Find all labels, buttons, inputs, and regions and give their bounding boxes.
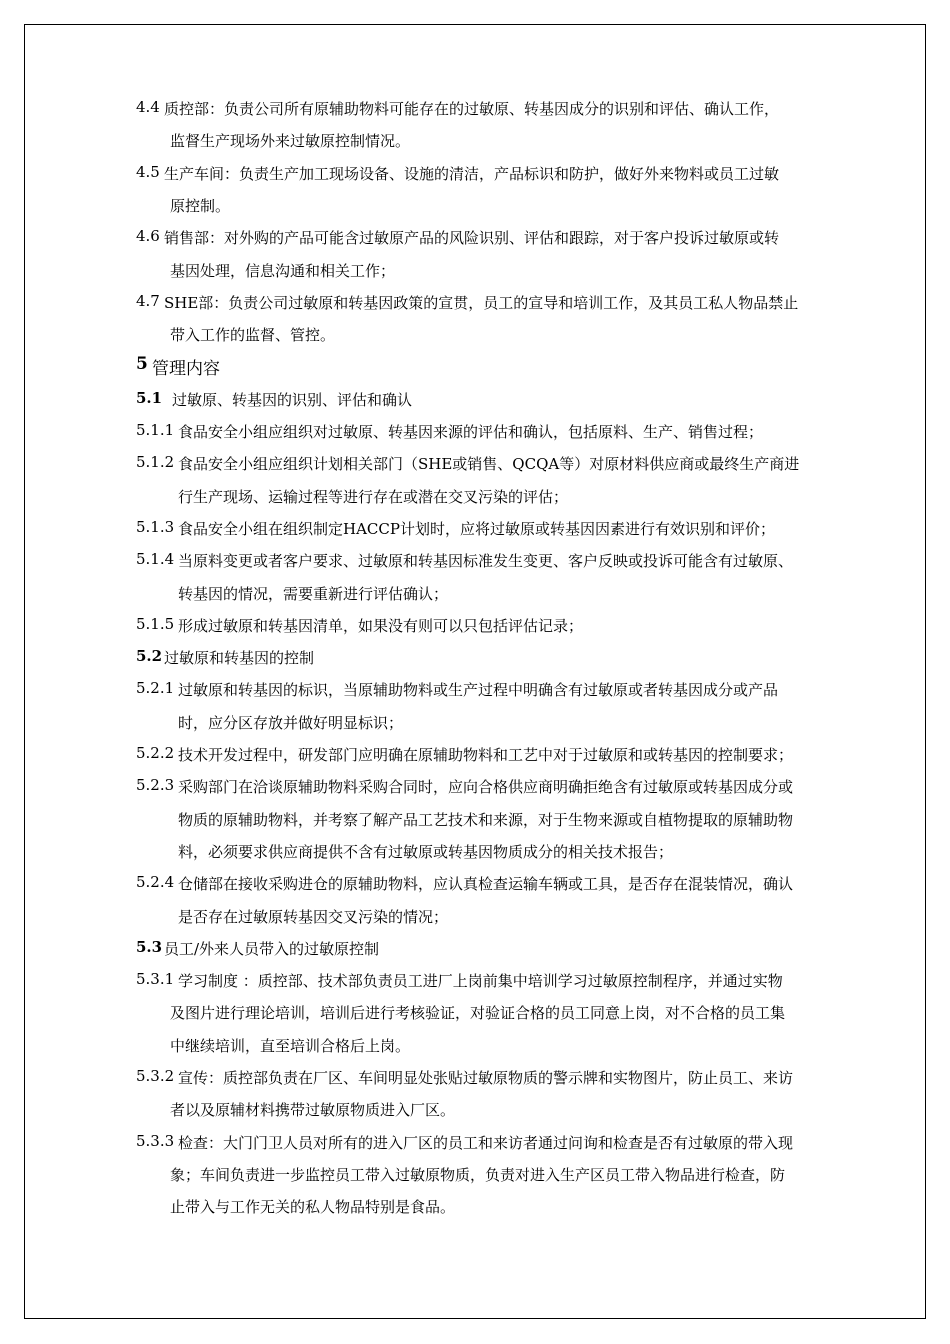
item-5-1-line: 当原料变更或者客户要求、过敏原和转基因标准发生变更、客户反映或投诉可能含有过敏原、 (178, 552, 794, 571)
item-5-3-num: 5.3.3 (136, 1131, 175, 1150)
responsibility-item-num: 4.4 (136, 98, 160, 116)
item-5-1-num: 5.1.4 (136, 550, 175, 569)
item-5-3-line: 象；车间负责进一步监控员工带入过敏原物质，负责对进入生产区员工带入物品进行检查，防 (170, 1165, 786, 1184)
item-5-2-num: 5.2.3 (136, 776, 175, 795)
responsibility-item-num: 4.6 (136, 227, 160, 246)
item-5-3-line: 宣传：质控部负责在厂区、车间明显处张贴过敏原物质的警示牌和实物图片，防止员工、来访 (178, 1069, 794, 1087)
item-5-2-line: 物质的原辅助物料，并考察了解产品工艺技术和来源，对于生物来源或自植物提取的原辅助物 (178, 810, 794, 829)
responsibility-item-num: 4.7 (136, 291, 160, 310)
item-5-1-line: 食品安全小组应组织计划相关部门（SHE或销售、QCQA等）对原材料供应商或最终生产商进 (178, 455, 800, 474)
subsection-5-3-number: 5.3 (136, 937, 163, 956)
item-5-2-num: 5.2.2 (136, 744, 175, 762)
page-border (24, 24, 926, 1319)
subsection-5-2-title: 过敏原和转基因的控制 (164, 649, 315, 668)
item-5-1-num: 5.1.3 (136, 517, 175, 536)
responsibility-item-line: 带入工作的监督、管控。 (170, 326, 336, 345)
subsection-5-3-title: 员工/外来人员带入的过敏原控制 (164, 939, 380, 958)
item-5-2-num: 5.2.1 (136, 679, 175, 698)
item-5-3-num: 5.3.2 (136, 1067, 175, 1085)
item-5-1-line: 形成过敏原和转基因清单，如果没有则可以只包括评估记录； (178, 616, 584, 635)
item-5-3-line: 学习制度 ：质控部、技术部负责员工进厂上岗前集中培训学习过敏原控制程序，并通过实物 (178, 972, 783, 991)
item-5-3-line: 中继续培训，直至培训合格后上岗。 (170, 1036, 411, 1055)
item-5-1-num: 5.1.2 (136, 453, 175, 472)
responsibility-item-line: 基因处理，信息沟通和相关工作； (170, 261, 396, 280)
subsection-5-1-number: 5.1 (136, 388, 163, 407)
item-5-2-line: 时，应分区存放并做好明显标识； (178, 713, 404, 732)
section-5-title: 管理内容 (152, 359, 220, 380)
subsection-5-2-number: 5.2 (136, 647, 163, 666)
responsibility-item-line: 销售部：对外购的产品可能含过敏原产品的风险识别、评估和跟踪，对于客户投诉过敏原或转 (164, 229, 780, 248)
responsibility-item-line: 监督生产现场外来过敏原控制情况。 (170, 132, 411, 151)
item-5-1-num: 5.1.1 (136, 421, 175, 439)
responsibility-item-line: 质控部：负责公司所有原辅助物料可能存在的过敏原、转基因成分的识别和评估、确认工作， (164, 100, 780, 118)
subsection-5-1-title: 过敏原、转基因的识别、评估和确认 (172, 390, 413, 409)
item-5-3-line: 检查：大门门卫人员对所有的进入厂区的员工和来访者通过问询和检查是否有过敏原的带入现 (178, 1133, 794, 1152)
item-5-2-line: 技术开发过程中，研发部门应明确在原辅助物料和工艺中对于过敏原和或转基因的控制要求； (178, 746, 794, 764)
responsibility-item-line: SHE部：负责公司过敏原和转基因政策的宣贯，员工的宣导和培训工作，及其员工私人物品禁止 (164, 293, 799, 312)
item-5-1-num: 5.1.5 (136, 614, 175, 633)
responsibility-item-num: 4.5 (136, 162, 160, 181)
item-5-2-line: 料，必须要求供应商提供不含有过敏原或转基因物质成分的相关技术报告； (178, 842, 674, 861)
item-5-1-line: 转基因的情况，需要重新进行评估确认； (178, 584, 449, 603)
item-5-1-line: 食品安全小组在组织制定HACCP计划时，应将过敏原或转基因因素进行有效识别和评价； (178, 519, 775, 538)
item-5-2-line: 是否存在过敏原转基因交叉污染的情况； (178, 907, 449, 926)
item-5-2-line: 采购部门在洽谈原辅助物料采购合同时，应向合格供应商明确拒绝含有过敏原或转基因成分或 (178, 778, 794, 797)
item-5-2-line: 过敏原和转基因的标识，当原辅助物料或生产过程中明确含有过敏原或者转基因成分或产品 (178, 681, 779, 700)
item-5-3-num: 5.3.1 (136, 970, 175, 989)
item-5-1-line: 行生产现场、运输过程等进行存在或潜在交叉污染的评估； (178, 487, 569, 506)
item-5-3-line: 者以及原辅材料携带过敏原物质进入厂区。 (170, 1101, 456, 1120)
item-5-2-line: 仓储部在接收采购进仓的原辅助物料，应认真检查运输车辆或工具，是否存在混装情况，确认 (178, 875, 794, 894)
item-5-3-line: 止带入与工作无关的私人物品特别是食品。 (170, 1198, 456, 1217)
item-5-3-line: 及图片进行理论培训，培训后进行考核验证，对验证合格的员工同意上岗，对不合格的员工集 (170, 1004, 786, 1023)
item-5-2-num: 5.2.4 (136, 873, 175, 892)
item-5-1-line: 食品安全小组应组织对过敏原、转基因来源的评估和确认，包括原料、生产、销售过程； (178, 423, 764, 441)
section-5-number: 5 (136, 354, 148, 375)
responsibility-item-line: 原控制。 (170, 196, 231, 215)
responsibility-item-line: 生产车间：负责生产加工现场设备、设施的清洁，产品标识和防护，做好外来物料或员工过敏 (164, 164, 780, 183)
